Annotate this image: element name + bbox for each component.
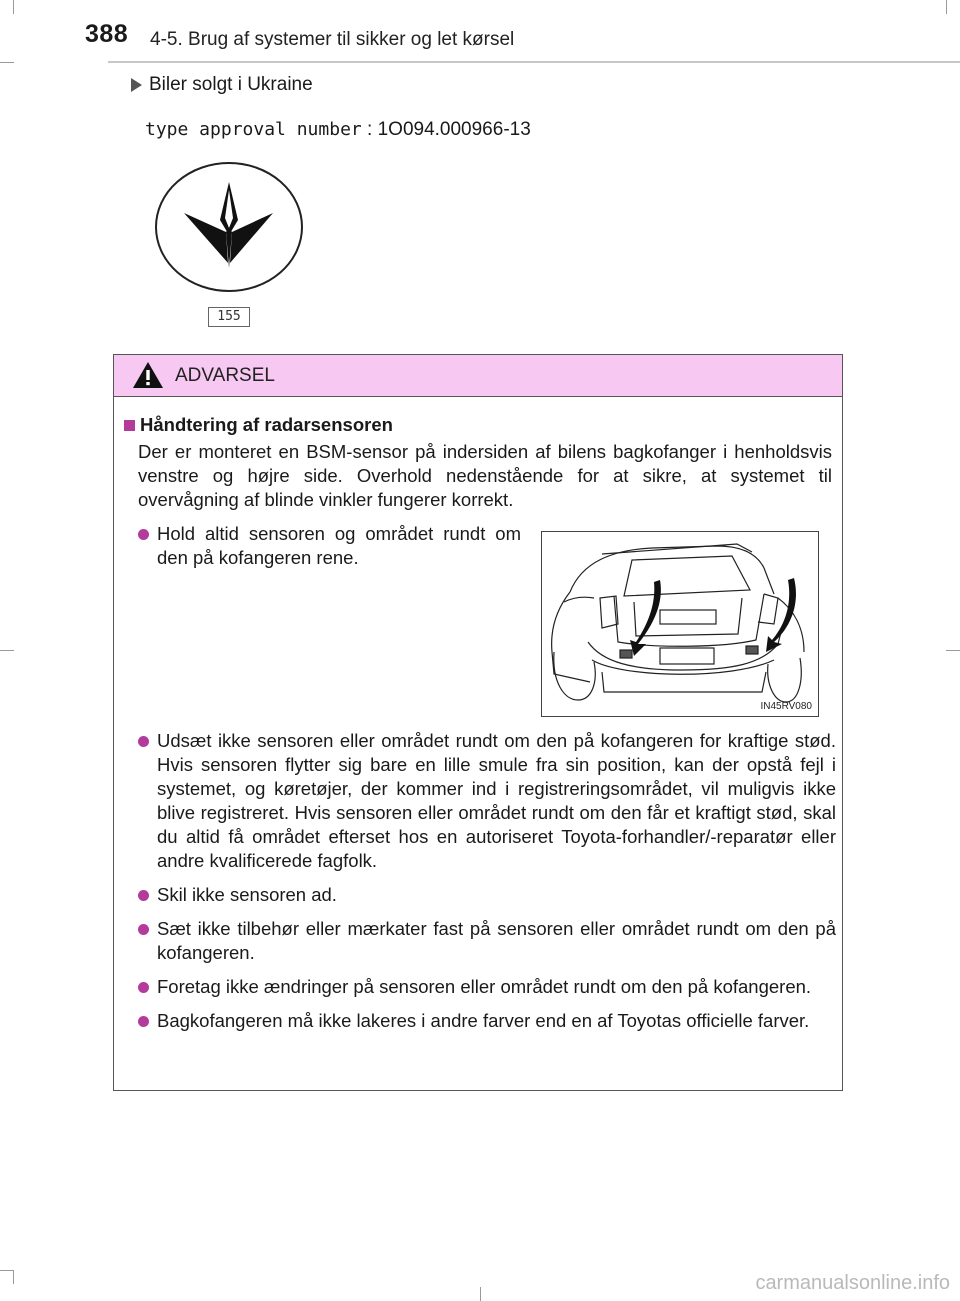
intro-paragraph: Der er monteret en BSM-sensor på indersiden af bilens bagkofanger i henholdsvis venstre og højre side. Overhold nedenstående for at sikre, at systemet til overvågning af blinde vinkler fungerer korrekt. [138, 441, 832, 510]
chapter-title: 4-5. Brug af systemer til sikker og let kørsel [150, 29, 515, 50]
list-item [124, 917, 836, 965]
bullet-dot-icon [138, 1016, 149, 1027]
bullet-text: Skil ikke sensoren ad. [157, 884, 337, 905]
crop-mark [946, 0, 947, 14]
certification-mark-icon [154, 160, 304, 294]
page-number: 388 [85, 20, 129, 48]
footer-site-link[interactable]: carmanualsonline.info [755, 1272, 950, 1294]
bullet-text: Sæt ikke tilbehør eller mærkater fast på sensoren eller området rundt om den på kofangeren. [157, 918, 836, 963]
bullet-dot-icon [138, 890, 149, 901]
section-heading-text: Håndtering af radarsensoren [140, 414, 393, 435]
remaining-bullets [124, 729, 836, 1043]
crop-mark [480, 1287, 481, 1301]
bullet-dot-icon [138, 924, 149, 935]
bullet-dot-icon [138, 982, 149, 993]
subheading-text: Biler solgt i Ukraine [149, 74, 313, 95]
bullet-text: Hold altid sensoren og området rundt om den på kofangeren rene. [157, 523, 521, 568]
crop-mark [946, 650, 960, 651]
crop-mark [13, 1270, 14, 1284]
approval-number [145, 119, 531, 141]
subheading [131, 74, 313, 96]
triangle-bullet-icon [131, 78, 142, 92]
car-rear-icon [542, 532, 818, 716]
bullet-dot-icon [138, 529, 149, 540]
list-item [124, 522, 522, 722]
approval-label: type approval number [145, 119, 362, 140]
header-rule [108, 61, 960, 63]
section-heading [124, 413, 836, 437]
bullet-dot-icon [138, 736, 149, 747]
square-bullet-icon [124, 420, 135, 431]
certification-number: 155 [208, 307, 250, 327]
bullet-text: Foretag ikke ændringer på sensoren eller området rundt om den på kofangeren. [157, 976, 812, 997]
crop-mark [0, 1270, 14, 1271]
rear-bumper-illustration [541, 531, 819, 717]
warning-triangle-icon [132, 361, 164, 389]
list-item [124, 975, 836, 999]
approval-separator: : [367, 119, 373, 140]
warning-box [113, 354, 843, 1091]
crop-mark [0, 650, 14, 651]
crop-mark [0, 62, 14, 63]
crop-mark [13, 0, 14, 14]
list-item [124, 1009, 836, 1033]
warning-title: ADVARSEL [175, 364, 275, 386]
list-item [124, 729, 836, 873]
list-item [124, 883, 836, 907]
approval-value: 1O094.000966-13 [377, 119, 531, 140]
figure-code: IN45RV080 [760, 701, 812, 712]
bullet-text: Bagkofangeren må ikke lakeres i andre farver end en af Toyotas officielle farver. [157, 1010, 810, 1031]
warning-header [114, 355, 842, 397]
bullet-text: Udsæt ikke sensoren eller området rundt om den på kofangeren for kraftige stød. Hvis sensoren flytter sig bare en lille smule fra sin position, kan der opstå fejl i systemet, og køretøjer, der kommer ind i registreringsområdet, vil muligvis ikke blive registreret. Hvis sensoren eller området rundt om den får et kraftigt stød, skal du altid få området efterset hos en autoriseret Toyota-forhandler/-reparatør eller andre kvalificerede fagfolk. [157, 730, 836, 871]
